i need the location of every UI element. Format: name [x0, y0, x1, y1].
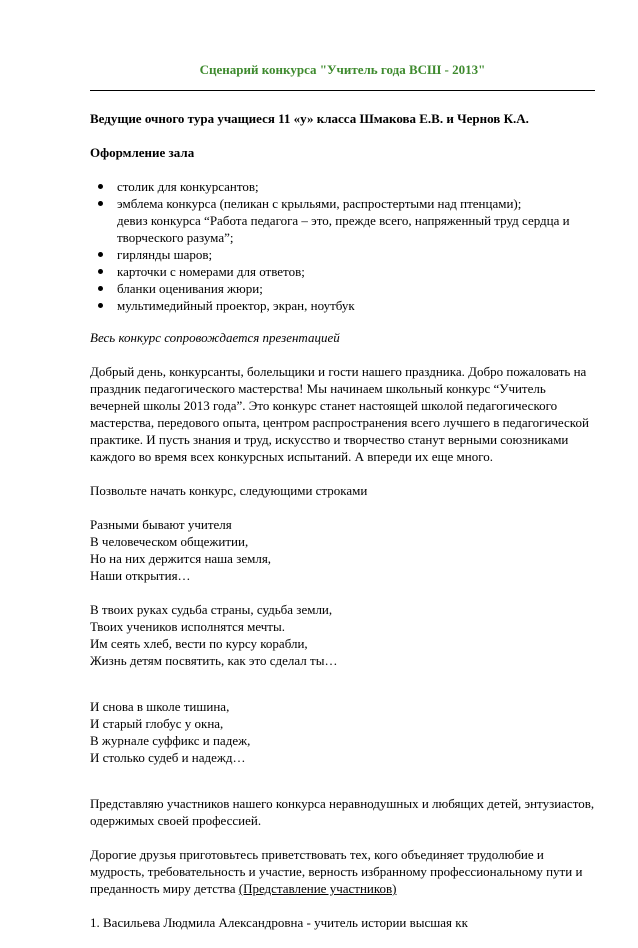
list-item: карточки с номерами для ответов;: [117, 263, 595, 280]
stanza-2: В твоих руках судьба страны, судьба земли, Твоих учеников исполнятся мечты. Им сеять хлеб, вести по курсу корабли, Жизнь детям посвятить, как это сделал ты…: [90, 602, 338, 668]
bullet-icon: [98, 201, 103, 206]
stanza-1: Разными бывают учителя В человеческом общежитии, Но на них держится наша земля, Наши открытия…: [90, 517, 272, 583]
bullet-icon: [98, 286, 103, 291]
document-title: Сценарий конкурса "Учитель года ВСШ - 2013": [199, 62, 486, 77]
hosts-paragraph: Ведущие очного тура учащиеся 11 «у» класса Шмакова Е.В. и Чернов К.А.: [90, 111, 529, 126]
participant-1: 1. Васильева Людмила Александровна - учитель истории высшая кк: [90, 915, 468, 930]
document-body: [90, 110, 595, 948]
list-item: столик для конкурсантов;: [117, 178, 595, 195]
greet-paragraph: Дорогие друзья приготовьтесь приветствовать тех, кого объединяет трудолюбие и мудрость, требовательность и участие, верность избранному профессиональному пути и преданность миру детства (Представление участников): [90, 847, 583, 896]
welcome-paragraph: Добрый день, конкурсанты, болельщики и гости нашего праздника. Добро пожаловать на праздник педагогического мастерства! Мы начинаем школьный конкурс “Учитель вечерней школы 2013 года”. Это конкурс станет настоящей школой педагогического мастерства, передового опыта, центром распространения всего лучшего в педагогической практике. И пусть знания и труд, искусство и творчество станут верными союзниками каждого во время всех конкурсных испытаний. А впереди их еще много.: [90, 364, 589, 464]
list-item: девиз конкурса “Работа педагога – это, прежде всего, напряженный труд сердца и творческого разума”;: [117, 213, 570, 245]
hall-heading: Оформление зала: [90, 145, 195, 160]
hall-list: [90, 178, 595, 314]
presentation-note: Весь конкурс сопровождается презентацией: [90, 330, 340, 345]
bullet-icon: [98, 269, 103, 274]
stanza-3: И снова в школе тишина, И старый глобус у окна, В журнале суффикс и падеж, И столько судеб и надежд…: [90, 699, 251, 765]
list-item: бланки оценивания жюри;: [117, 280, 595, 297]
lines-intro: Позвольте начать конкурс, следующими строками: [90, 483, 368, 498]
bullet-icon: [98, 303, 103, 308]
bullet-icon: [98, 184, 103, 189]
bullet-icon: [98, 252, 103, 257]
poem: [90, 516, 595, 795]
present-paragraph: Представляю участников нашего конкурса неравнодушных и любящих детей, энтузиастов, одержимых своей профессией.: [90, 796, 595, 828]
title-divider: [90, 90, 595, 91]
list-item: гирлянды шаров;: [117, 246, 595, 263]
participants-link[interactable]: (Представление участников): [238, 881, 397, 896]
list-item: эмблема конкурса (пеликан с крыльями, распростертыми над птенцами);: [117, 195, 595, 212]
list-item: мультимедийный проектор, экран, ноутбук: [117, 297, 595, 314]
